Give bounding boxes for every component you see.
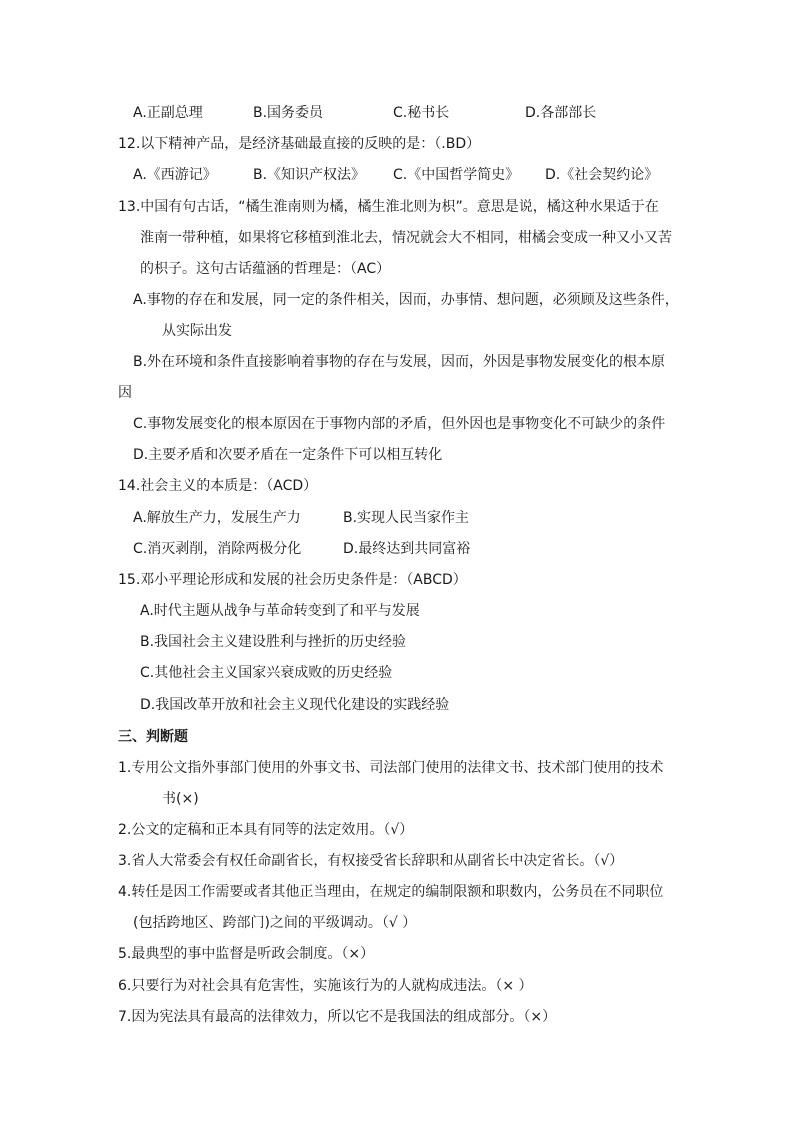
q11-option-a: A.正副总理 [133, 105, 203, 121]
q15-stem: 15.邓小平理论形成和发展的社会历史条件是：（ABCD） [118, 572, 467, 588]
q11-option-c: C.秘书长 [393, 105, 450, 121]
q13-option-a-line-2: 从实际出发 [162, 323, 232, 339]
q13-stem-line-2: 淮南一带种植，如果将它移植到淮北去，情况就会大不相同，柑橘会变成一种又小又苦 [140, 230, 672, 246]
q14-option-c: C.消灭剥削，消除两极分化 [133, 541, 302, 557]
q15-option-a: A.时代主题从战争与革命转变到了和平与发展 [140, 603, 420, 619]
q15-option-b: B.我国社会主义建设胜利与挫折的历史经验 [140, 634, 407, 650]
tf-4-line-1: 4.转任是因工作需要或者其他正当理由，在规定的编制限额和职数内，公务员在不同职位 [118, 884, 664, 900]
q14-option-b: B.实现人民当家作主 [343, 510, 470, 526]
q13-option-d: D.主要矛盾和次要矛盾在一定条件下可以相互转化 [133, 447, 443, 463]
tf-3: 3.省人大常委会有权任命副省长，有权接受省长辞职和从副省长中决定省长。（√） [118, 853, 624, 869]
q12-option-d: D.《社会契约论》 [545, 167, 659, 183]
q11-option-b: B.国务委员 [253, 105, 324, 121]
tf-4-line-2: (包括跨地区、跨部门)之间的平级调动。（√ ） [133, 915, 417, 931]
q13-stem-line-3: 的枳子。这句古话蕴涵的哲理是：（AC） [140, 261, 391, 277]
q13-option-c: C.事物发展变化的根本原因在于事物内部的矛盾，但外因也是事物变化不可缺少的条件 [133, 416, 666, 432]
tf-2: 2.公文的定稿和正本具有同等的法定效用。（√） [118, 822, 414, 838]
q14-option-d: D.最终达到共同富裕 [343, 541, 471, 557]
q13-stem-line-1: 13.中国有句古话，“橘生淮南则为橘，橘生淮北则为枳”。意思是说，橘这种水果适于在 [118, 199, 659, 215]
q13-option-b-line-2: 因 [118, 385, 132, 401]
tf-6: 6.只要行为对社会具有危害性，实施该行为的人就构成违法。（× ） [118, 978, 533, 994]
q13-option-a-line-1: A.事物的存在和发展，同一定的条件相关，因而，办事情、想问题，必须顾及这些条件， [133, 292, 679, 308]
q12-option-b: B.《知识产权法》 [253, 167, 366, 183]
tf-5: 5.最典型的事中监督是听政会制度。（×） [118, 946, 375, 962]
tf-1-line-2: 书(×) [162, 791, 199, 807]
tf-1-line-1: 1.专用公文指外事部门使用的外事文书、司法部门使用的法律文书、技术部门使用的技术 [118, 760, 664, 776]
q12-option-c: C.《中国哲学简史》 [393, 167, 520, 183]
section-heading: 三、判断题 [118, 729, 188, 745]
q13-option-b-line-1: B.外在环境和条件直接影响着事物的存在与发展，因而，外因是事物发展变化的根本原 [133, 354, 666, 370]
q14-option-a: A.解放生产力，发展生产力 [133, 510, 301, 526]
q12-stem: 12.以下精神产品，是经济基础最直接的反映的是：（.BD） [118, 136, 481, 152]
q11-option-d: D.各部部长 [525, 105, 597, 121]
q14-stem: 14.社会主义的本质是：（ACD） [118, 478, 318, 494]
q15-option-d: D.我国改革开放和社会主义现代化建设的实践经验 [140, 697, 450, 713]
tf-7: 7.因为宪法具有最高的法律效力，所以它不是我国法的组成部分。（×） [118, 1009, 557, 1025]
q15-option-c: C.其他社会主义国家兴衰成败的历史经验 [140, 665, 393, 681]
q12-option-a: A.《西游记》 [133, 167, 217, 183]
